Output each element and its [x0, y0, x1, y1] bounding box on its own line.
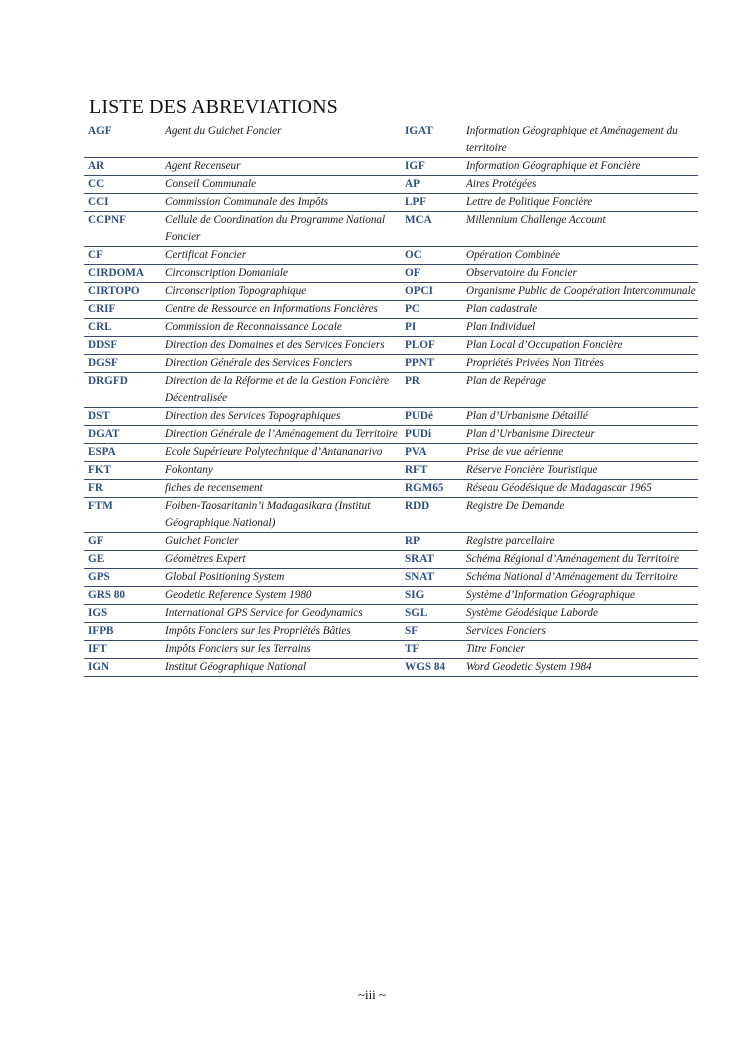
definition-right: Observatoire du Foncier [462, 265, 698, 283]
abbreviation-left: CIRDOMA [84, 265, 161, 283]
abbreviation-left: ESPA [84, 444, 161, 462]
abbreviation-right: WGS 84 [401, 659, 462, 677]
abbreviation-left: CCPNF [84, 212, 161, 247]
abbreviation-left: DGAT [84, 426, 161, 444]
abbreviation-right: SRAT [401, 551, 462, 569]
table-row [84, 247, 698, 265]
definition-right: Registre parcellaire [462, 533, 698, 551]
abbreviation-right: IGF [401, 158, 462, 176]
abbreviation-left: FR [84, 480, 161, 498]
definition-left: Certificat Foncier [161, 247, 401, 265]
abbreviation-left: CRL [84, 319, 161, 337]
abbreviation-right: SNAT [401, 569, 462, 587]
abbreviation-right: PPNT [401, 355, 462, 373]
page-number: ~iii ~ [357, 987, 387, 1002]
definition-right: Organisme Public de Coopération Intercommunale [462, 283, 698, 301]
definition-right: Plan de Repérage [462, 373, 698, 408]
abbreviation-left: DGSF [84, 355, 161, 373]
abbreviation-right: OF [401, 265, 462, 283]
definition-left: Fokontany [161, 462, 401, 480]
table-row [84, 659, 698, 677]
table-row [84, 551, 698, 569]
abbreviation-left: FKT [84, 462, 161, 480]
abbreviation-left: DRGFD [84, 373, 161, 408]
table-row [84, 265, 698, 283]
definition-right: Plan Individuel [462, 319, 698, 337]
definition-left: Cellule de Coordination du Programme National Foncier [161, 212, 401, 247]
definition-left: Foiben-Taosaritanin’i Madagasikara (Institut Géographique National) [161, 498, 401, 533]
table-row [84, 122, 698, 158]
definition-right: Plan Local d’Occupation Foncière [462, 337, 698, 355]
definition-right: Plan cadastrale [462, 301, 698, 319]
table-row [84, 641, 698, 659]
page-title: LISTE DES ABREVIATIONS [89, 96, 338, 118]
table-row [84, 444, 698, 462]
table-row [84, 533, 698, 551]
abbreviation-left: DDSF [84, 337, 161, 355]
definition-left: Centre de Ressource en Informations Foncières [161, 301, 401, 319]
abbreviation-left: GPS [84, 569, 161, 587]
definition-left: Géomètres Expert [161, 551, 401, 569]
definition-left: Direction des Domaines et des Services Fonciers [161, 337, 401, 355]
definition-left: fiches de recensement [161, 480, 401, 498]
table-row [84, 605, 698, 623]
definition-right: Prise de vue aérienne [462, 444, 698, 462]
table-row [84, 569, 698, 587]
definition-left: Guichet Foncier [161, 533, 401, 551]
table-row [84, 498, 698, 533]
abbreviation-left: CCI [84, 194, 161, 212]
definition-left: Direction Générale de l’Aménagement du Territoire [161, 426, 401, 444]
definition-left: International GPS Service for Geodynamics [161, 605, 401, 623]
definition-right: Réseau Géodésique de Madagascar 1965 [462, 480, 698, 498]
abbreviation-left: FTM [84, 498, 161, 533]
abbreviation-right: PUDé [401, 408, 462, 426]
abbreviation-right: SIG [401, 587, 462, 605]
definition-left: Direction des Services Topographiques [161, 408, 401, 426]
table-row [84, 176, 698, 194]
abbreviation-right: RGM65 [401, 480, 462, 498]
definition-right: Lettre de Politique Foncière [462, 194, 698, 212]
definition-left: Agent du Guichet Foncier [161, 122, 401, 158]
abbreviation-right: TF [401, 641, 462, 659]
definition-right: Système d’Information Géographique [462, 587, 698, 605]
definition-right: Opération Combinée [462, 247, 698, 265]
table-row [84, 194, 698, 212]
abbreviation-left: IGS [84, 605, 161, 623]
abbreviation-right: PR [401, 373, 462, 408]
definition-right: Titre Foncier [462, 641, 698, 659]
definition-right: Aires Protégées [462, 176, 698, 194]
definition-left: Conseil Communale [161, 176, 401, 194]
abbreviation-right: MCA [401, 212, 462, 247]
abbreviation-left: DST [84, 408, 161, 426]
definition-left: Circonscription Topographique [161, 283, 401, 301]
definition-right: Registre De Demande [462, 498, 698, 533]
table-row [84, 587, 698, 605]
abbreviation-left: CF [84, 247, 161, 265]
abbreviation-right: RFT [401, 462, 462, 480]
abbreviation-left: AR [84, 158, 161, 176]
abbreviation-right: OPCI [401, 283, 462, 301]
table-row [84, 623, 698, 641]
definition-left: Impôts Fonciers sur les Propriétés Bâties [161, 623, 401, 641]
abbreviation-right: RP [401, 533, 462, 551]
definition-right: Information Géographique et Aménagement du territoire [462, 122, 698, 158]
definition-right: Propriétés Privées Non Titrées [462, 355, 698, 373]
table-row [84, 373, 698, 408]
abbreviation-right: IGAT [401, 122, 462, 158]
definition-right: Schéma Régional d’Aménagement du Territoire [462, 551, 698, 569]
definition-right: Information Géographique et Foncière [462, 158, 698, 176]
abbreviation-right: OC [401, 247, 462, 265]
abbreviation-right: LPF [401, 194, 462, 212]
abbreviation-left: IFT [84, 641, 161, 659]
definition-left: Institut Géographique National [161, 659, 401, 677]
definition-right: Plan d’Urbanisme Détaillé [462, 408, 698, 426]
abbreviation-right: RDD [401, 498, 462, 533]
table-row [84, 426, 698, 444]
definition-right: Millennium Challenge Account [462, 212, 698, 247]
abbreviation-right: PC [401, 301, 462, 319]
definition-left: Circonscription Domaniale [161, 265, 401, 283]
abbreviation-right: PLOF [401, 337, 462, 355]
abbreviation-left: AGF [84, 122, 161, 158]
abbreviation-left: CIRTOPO [84, 283, 161, 301]
abbreviation-left: CRIF [84, 301, 161, 319]
definition-right: Schéma National d’Aménagement du Territoire [462, 569, 698, 587]
abbreviation-right: PI [401, 319, 462, 337]
definition-right: Réserve Foncière Touristique [462, 462, 698, 480]
abbreviation-left: IGN [84, 659, 161, 677]
definition-right: Word Geodetic System 1984 [462, 659, 698, 677]
abbreviations-table [84, 122, 698, 677]
abbreviation-left: GE [84, 551, 161, 569]
definition-left: Commission Communale des Impôts [161, 194, 401, 212]
abbreviation-left: CC [84, 176, 161, 194]
definition-right: Système Géodésique Laborde [462, 605, 698, 623]
table-row [84, 355, 698, 373]
table-row [84, 158, 698, 176]
table-row [84, 301, 698, 319]
definition-left: Direction Générale des Services Fonciers [161, 355, 401, 373]
definition-left: Ecole Supérieure Polytechnique d’Antananarivo [161, 444, 401, 462]
abbreviation-left: IFPB [84, 623, 161, 641]
abbreviation-left: GF [84, 533, 161, 551]
table-row [84, 462, 698, 480]
table-row [84, 337, 698, 355]
abbreviation-left: GRS 80 [84, 587, 161, 605]
definition-left: Commission de Reconnaissance Locale [161, 319, 401, 337]
abbreviations-table-body [84, 122, 698, 677]
table-row [84, 408, 698, 426]
table-row [84, 480, 698, 498]
abbreviation-right: SGL [401, 605, 462, 623]
table-row [84, 283, 698, 301]
abbreviation-right: PVA [401, 444, 462, 462]
abbreviation-right: AP [401, 176, 462, 194]
table-row [84, 212, 698, 247]
definition-left: Agent Recenseur [161, 158, 401, 176]
definition-left: Global Positioning System [161, 569, 401, 587]
abbreviation-right: PUDi [401, 426, 462, 444]
definition-right: Services Fonciers [462, 623, 698, 641]
abbreviation-right: SF [401, 623, 462, 641]
definition-right: Plan d’Urbanisme Directeur [462, 426, 698, 444]
definition-left: Impôts Fonciers sur les Terrains [161, 641, 401, 659]
table-row [84, 319, 698, 337]
definition-left: Geodetic Reference System 1980 [161, 587, 401, 605]
definition-left: Direction de la Réforme et de la Gestion Foncière Décentralisée [161, 373, 401, 408]
